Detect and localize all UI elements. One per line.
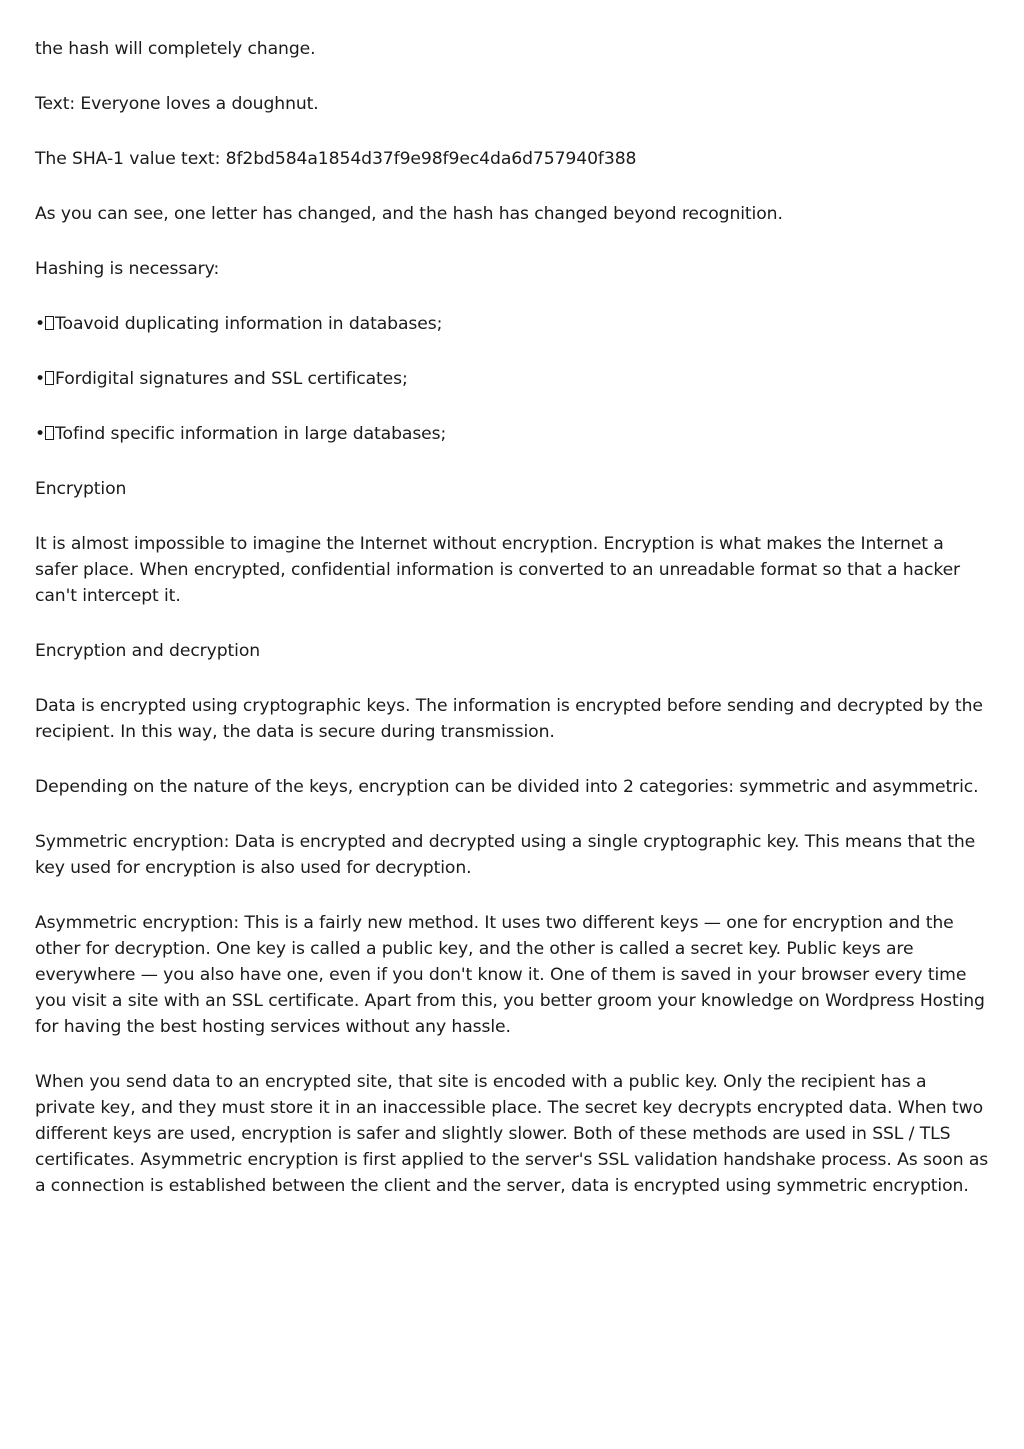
paragraph-hash-change: the hash will completely change. (35, 39, 316, 59)
list-item-text: avoid duplicating information in databases; (72, 314, 443, 334)
paragraph-key-categories: Depending on the nature of the keys, encryption can be divided into 2 categories: symmetric and asymmetric. (35, 777, 979, 797)
bullet-icon: • (35, 424, 46, 444)
paragraph-hash-recognition: As you can see, one letter has changed, and the hash has changed beyond recognition. (35, 204, 783, 224)
missing-glyph-icon (45, 316, 54, 330)
paragraph-encrypted-site: When you send data to an encrypted site, that site is encoded with a public key. Only the recipient has a private key, and they must store it in an inaccessible place. The secret key decrypts encrypted data. When two different keys are used, encryption is safer and slightly slower. Both of these methods are used in SSL / TLS certificates. Asymmetric encryption is first applied to the server's SSL validation handshake process. As soon as a connection is established between the client and the server, data is encrypted using symmetric encryption. (35, 1072, 989, 1196)
heading-encryption: Encryption (35, 479, 127, 499)
paragraph-symmetric: Symmetric encryption: Data is encrypted and decrypted using a single cryptographic key. This means that the key used for encryption is also used for decryption. (35, 832, 976, 878)
paragraph-internet-encryption: It is almost impossible to imagine the Internet without encryption. Encryption is what makes the Internet a safer place. When encrypted, confidential information is converted to an unreadable format so that a hacker can't intercept it. (35, 534, 961, 606)
missing-glyph-icon (45, 371, 54, 385)
list-item-text: find specific information in large databases; (72, 424, 447, 444)
bullet-icon: • (35, 369, 46, 389)
list-item-text: digital signatures and SSL certificates; (81, 369, 408, 389)
paragraph-cryptographic-keys: Data is encrypted using cryptographic keys. The information is encrypted before sending and decrypted by the recipient. In this way, the data is secure during transmission. (35, 696, 983, 742)
heading-encryption-decryption: Encryption and decryption (35, 641, 261, 661)
document-page (35, 36, 990, 1228)
list-item-lead: To (55, 314, 73, 334)
paragraph-example-text: Text: Everyone loves a doughnut. (35, 94, 319, 114)
bullet-icon: • (35, 314, 46, 334)
list-item-lead: For (55, 369, 82, 389)
list-item (35, 421, 990, 447)
list-item-lead: To (55, 424, 73, 444)
missing-glyph-icon (45, 426, 54, 440)
paragraph-hashing-necessary: Hashing is necessary: (35, 259, 220, 279)
paragraph-asymmetric: Asymmetric encryption: This is a fairly new method. It uses two different keys — one for encryption and the other for decryption. One key is called a public key, and the other is called a secret key. Public keys are everywhere — you also have one, even if you don't know it. One of them is saved in your browser every time you visit a site with an SSL certificate. Apart from this, you better groom your knowledge on Wordpress Hosting for having the best hosting services without any hassle. (35, 913, 985, 1037)
paragraph-sha1-value: The SHA-1 value text: 8f2bd584a1854d37f9e98f9ec4da6d757940f388 (35, 149, 637, 169)
list-item (35, 366, 990, 392)
list-item (35, 311, 990, 337)
